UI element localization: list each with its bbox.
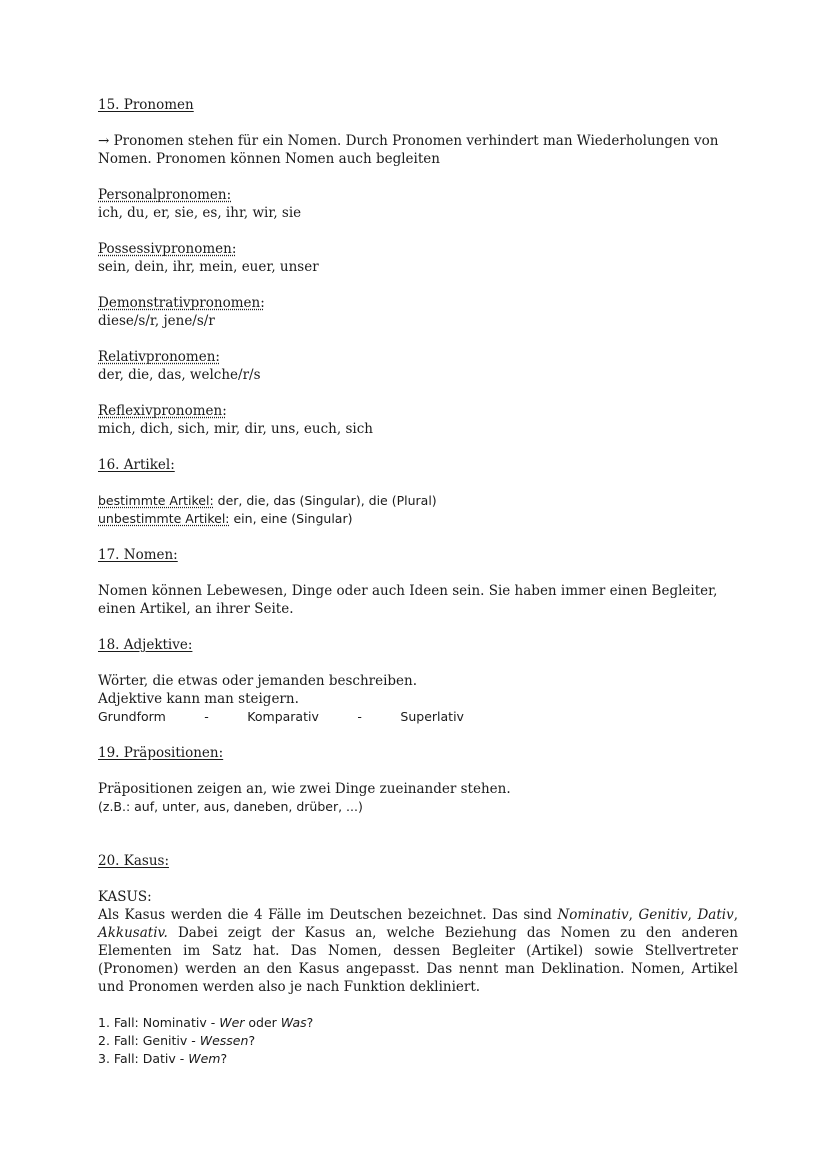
- reflexivpronomen-label: Reflexivpronomen:: [98, 403, 227, 419]
- praepositionen-line-1: Präpositionen zeigen an, wie zwei Dinge zueinander stehen.: [98, 781, 511, 797]
- superlativ-label: Superlativ: [400, 709, 464, 724]
- demonstrativpronomen-label: Demonstrativpronomen:: [98, 295, 265, 311]
- reflexivpronomen-items: mich, dich, sich, mir, dir, uns, euch, sich: [98, 421, 373, 437]
- possessivpronomen-items: sein, dein, ihr, mein, euer, unser: [98, 259, 319, 275]
- fall-2-question: Wessen: [199, 1033, 249, 1048]
- bestimmte-artikel-text: der, die, das (Singular), die (Plural): [213, 493, 437, 508]
- unbestimmte-artikel-text: ein, eine (Singular): [229, 511, 353, 526]
- akkusativ-term: Akkusativ.: [98, 925, 168, 941]
- section-16-heading: 16. Artikel:: [98, 457, 175, 473]
- steigerung-row: [98, 708, 464, 726]
- question-mark: ?: [306, 1015, 314, 1030]
- bestimmte-artikel-label: bestimmte Artikel:: [98, 493, 214, 508]
- unbestimmte-artikel-line: [98, 510, 738, 528]
- personalpronomen-label: Personalpronomen:: [98, 187, 232, 203]
- document-page: [98, 96, 738, 1068]
- possessivpronomen-label: Possessivpronomen:: [98, 241, 237, 257]
- kasus-text-b: Dabei zeigt der Kasus an, welche Beziehung das Nomen zu den anderen Elementen im Satz hat. Das Nomen, dessen Begleiter (Artikel) sowie Stellvertreter (Pronomen) werden an den Kasus angepasst. Das nennt man Deklination. Nomen, Artikel und Pronomen werden also je nach Funktion dekliniert.: [98, 925, 738, 995]
- fall-3-line: [98, 1050, 738, 1068]
- genitiv-term: Genitiv: [638, 907, 688, 923]
- nomen-text: Nomen können Lebewesen, Dinge oder auch Ideen sein. Sie haben immer einen Begleiter, einen Artikel, an ihrer Seite.: [98, 583, 718, 617]
- fall-2-label: 2. Fall: Genitiv -: [98, 1033, 200, 1048]
- fall-1-line: [98, 1014, 738, 1032]
- praepositionen-line-2: (z.B.: auf, unter, aus, daneben, drüber, ...): [98, 799, 363, 814]
- relativpronomen-items: der, die, das, welche/r/s: [98, 367, 261, 383]
- comma: ,: [733, 907, 738, 923]
- fall-1-oder: oder: [244, 1015, 281, 1030]
- adjektive-line-1: Wörter, die etwas oder jemanden beschreiben.: [98, 673, 418, 689]
- section-17-heading: 17. Nomen:: [98, 547, 178, 563]
- fall-1-label: 1. Fall: Nominativ -: [98, 1015, 220, 1030]
- question-mark: ?: [248, 1033, 256, 1048]
- grundform-label: Grundform: [98, 709, 166, 724]
- nominativ-term: Nominativ: [557, 907, 629, 923]
- dash-separator: -: [357, 709, 362, 724]
- fall-1-question-wer: Wer: [219, 1015, 245, 1030]
- comma: ,: [628, 907, 639, 923]
- comma: ,: [687, 907, 698, 923]
- kasus-title: KASUS:: [98, 889, 152, 905]
- section-20-heading: 20. Kasus:: [98, 853, 169, 869]
- dash-separator: -: [204, 709, 209, 724]
- question-mark: ?: [220, 1051, 228, 1066]
- relativpronomen-label: Relativpronomen:: [98, 349, 220, 365]
- personalpronomen-items: ich, du, er, sie, es, ihr, wir, sie: [98, 205, 302, 221]
- komparativ-label: Komparativ: [247, 709, 319, 724]
- fall-3-question: Wem: [188, 1051, 221, 1066]
- demonstrativpronomen-items: diese/s/r, jene/s/r: [98, 313, 215, 329]
- section-19-heading: 19. Präpositionen:: [98, 745, 224, 761]
- pronomen-intro: → Pronomen stehen für ein Nomen. Durch Pronomen verhindert man Wiederholungen von Nomen. Pronomen können Nomen auch begleiten: [98, 133, 719, 167]
- adjektive-line-2: Adjektive kann man steigern.: [98, 691, 299, 707]
- bestimmte-artikel-line: [98, 492, 738, 510]
- kasus-paragraph: [98, 906, 738, 996]
- fall-1-question-was: Was: [280, 1015, 307, 1030]
- section-18-heading: 18. Adjektive:: [98, 637, 193, 653]
- dativ-term: Dativ: [697, 907, 734, 923]
- fall-3-label: 3. Fall: Dativ -: [98, 1051, 189, 1066]
- fall-2-line: [98, 1032, 738, 1050]
- section-15-heading: 15. Pronomen: [98, 97, 194, 113]
- unbestimmte-artikel-label: unbestimmte Artikel:: [98, 511, 230, 526]
- kasus-text-a: Als Kasus werden die 4 Fälle im Deutschen bezeichnet. Das sind: [98, 907, 558, 923]
